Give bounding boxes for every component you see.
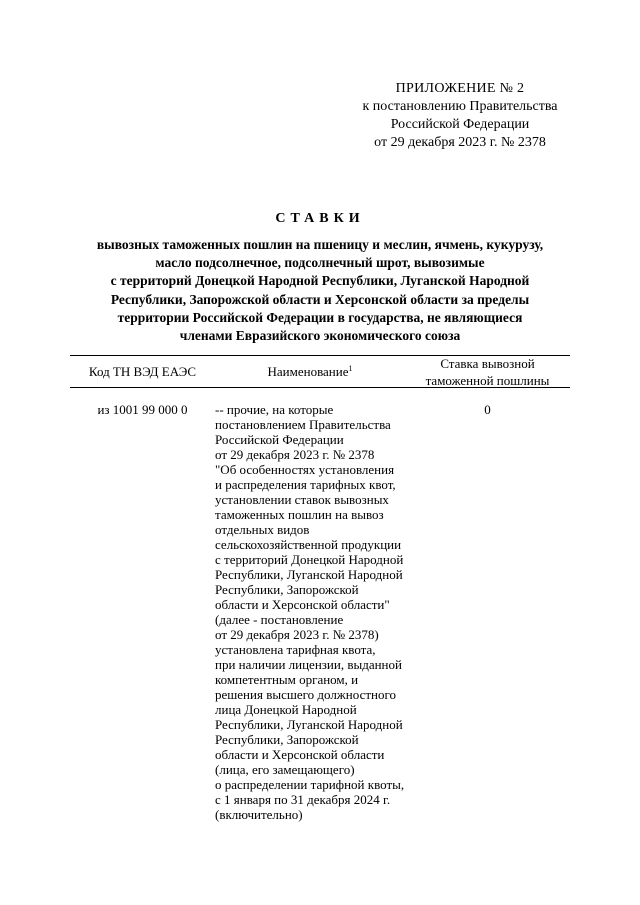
description-line: (включительно) [215,807,303,822]
document-subtitle [70,236,570,345]
appendix-line: от 29 декабря 2023 г. № 2378 [374,135,546,150]
table-cell-rate: 0 [484,402,491,417]
subtitle-line: вывозных таможенных пошлин на пшеницу и меслин, ячмень, кукурузу, [96,237,544,252]
table-cell-description [215,402,405,822]
description-line: постановлением Правительства [215,417,391,432]
description-line: и распределения тарифных квот, [215,477,396,492]
description-line: (лица, его замещающего) [215,762,355,777]
column-header-rate-line: таможенной пошлины [425,373,550,388]
description-line: -- прочие, на которые [215,402,334,417]
subtitle-line: Республики, Запорожской области и Херсонской области за пределы [110,291,530,307]
appendix-heading: ПРИЛОЖЕНИЕ № 2 [395,81,525,96]
description-line: лица Донецкой Народной [215,702,357,717]
column-header-name-label: Наименование [267,364,349,379]
description-line: отдельных видов [215,522,310,537]
description-line: с 1 января по 31 декабря 2024 г. [215,792,391,807]
description-line: области и Херсонской области" [215,597,390,612]
description-line: от 29 декабря 2023 г. № 2378 [215,447,375,462]
description-line: сельскохозяйственной продукции [215,537,402,552]
description-line: (далее - постановление [215,612,344,627]
column-header-code: Код ТН ВЭД ЕАЭС [88,364,197,379]
appendix-block [340,80,580,152]
description-line: Республики, Луганской Народной [215,567,403,582]
description-line: таможенных пошлин на вывоз [215,507,384,522]
description-line: с территорий Донецкой Народной [215,552,404,567]
column-header-rate-line: Ставка вывозной [440,356,535,371]
footnote-marker: 1 [348,364,353,373]
description-line: компетентным органом, и [215,672,359,687]
description-line: Республики, Запорожской [215,582,359,597]
subtitle-line: с территорий Донецкой Народной Республики, Луганской Народной [110,273,530,289]
description-line: "Об особенностях установления [215,462,395,477]
description-line: области и Херсонской области [215,747,385,762]
table-cell-code: из 1001 99 000 0 [97,402,188,417]
description-line: решения высшего должностного [215,687,396,702]
column-header-rate [405,355,570,389]
description-line: о распределении тарифной квоты, [215,777,405,792]
description-line: установлена тарифная квота, [215,642,376,657]
appendix-line: к постановлению Правительства [362,99,558,114]
description-line: Республики, Запорожской [215,732,359,747]
subtitle-line: территории Российской Федерации в государства, не являющиеся [117,309,523,325]
description-line: Российской Федерации [215,432,344,447]
document-title: СТАВКИ [275,211,365,226]
subtitle-line: масло подсолнечное, подсолнечный шрот, вывозимые [155,255,485,271]
subtitle-line: членами Евразийского экономического союза [179,328,461,344]
appendix-line: Российской Федерации [390,117,530,132]
description-line: от 29 декабря 2023 г. № 2378) [215,627,379,642]
column-header-name [215,363,405,380]
table-header-rule [70,387,570,388]
description-line: Республики, Луганской Народной [215,717,403,732]
description-line: при наличии лицензии, выданной [215,657,402,672]
description-line: установлении ставок вывозных [215,492,389,507]
